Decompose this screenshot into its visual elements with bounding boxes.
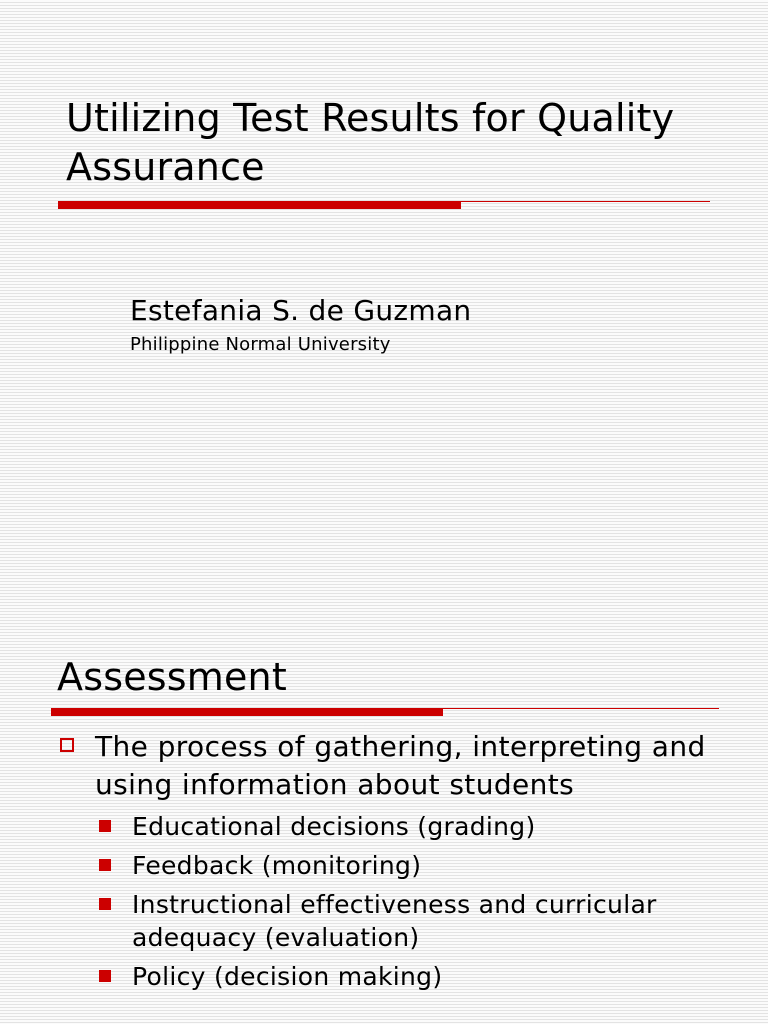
title-underline-thin <box>443 708 719 709</box>
author-affiliation: Philippine Normal University <box>130 334 391 355</box>
author-name: Estefania S. de Guzman <box>130 294 472 327</box>
slide-title: Utilizing Test Results for Quality Assurance <box>66 96 675 189</box>
filled-square-bullet-icon <box>99 820 111 832</box>
filled-square-bullet-icon <box>99 898 111 910</box>
list-item <box>97 810 737 843</box>
assessment-slide <box>0 512 768 1024</box>
main-bullet-text: The process of gathering, interpreting and using information about students <box>95 730 706 801</box>
list-item <box>97 888 737 954</box>
list-item-text: Feedback (monitoring) <box>132 851 422 880</box>
filled-square-bullet-icon <box>99 859 111 871</box>
title-underline-thick <box>51 708 443 716</box>
title-underline-thick <box>58 201 461 209</box>
list-item-text: Educational decisions (grading) <box>132 812 536 841</box>
list-item <box>97 960 737 993</box>
filled-square-bullet-icon <box>99 970 111 982</box>
hollow-square-bullet-icon <box>60 738 74 752</box>
main-bullet <box>60 728 740 804</box>
sub-bullet-list <box>97 810 737 999</box>
slide-title: Assessment <box>57 655 287 699</box>
list-item <box>97 849 737 882</box>
list-item-text: Policy (decision making) <box>132 962 443 991</box>
list-item-text: Instructional effectiveness and curricular adequacy (evaluation) <box>132 890 657 952</box>
title-underline-thin <box>461 201 710 202</box>
